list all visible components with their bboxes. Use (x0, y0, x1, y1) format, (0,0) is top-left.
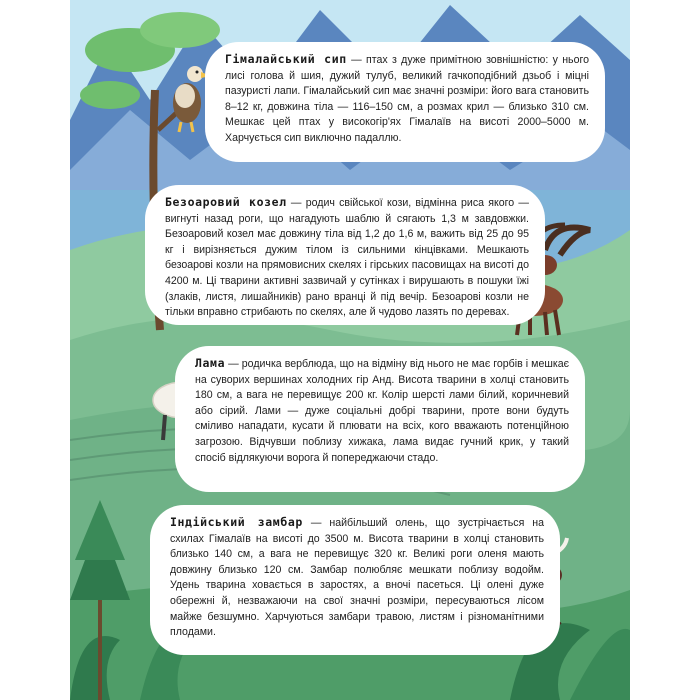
card-bezoar-ibex (145, 185, 545, 325)
animal-name: Лама (195, 356, 226, 370)
card-himalayan-vulture (205, 42, 605, 162)
animal-name: Безоаровий козел (165, 195, 287, 209)
animal-name: Індійський замбар (170, 515, 303, 529)
book-page (70, 0, 630, 700)
animal-name: Гімалайський сип (225, 52, 347, 66)
animal-description: — родичка верблюда, що на відміну від нього не має горбів і мешкає на суворих вершинах холодних гір Анд. Висота тварини в холці становить 180 см, а вага не перевищує 200 кг. Колір шерсті лами білий, коричневий або сірий. Лами — дуже соціальні добрі тварини, проте вони будуть сміливо нападати, кусати й плювати на всіх, кого вважають потенційною загрозою. Відчувши поблизу хижака, лама видає гучний крик, у такий спосіб відлякуючи ворога й попереджаючи стадо. (195, 358, 569, 464)
card-llama (175, 346, 585, 492)
animal-description: — птах з дуже примітною зовнішністю: у нього лисі голова й шия, дужий тулуб, великий гачкоподібний дзьоб і міцні пазуристі лапи. Гімалайський сип має значні розміри: його вага становить 8–12 кг, довжина тіла — 116–150 см, а розмах крил — близько 310 см. Мешкає цей птах у високогір'ях Гімалаїв на висоті 2000–5000 м. Харчується сип виключно падаллю. (225, 54, 589, 144)
animal-description: — найбільший олень, що зустрічається на схилах Гімалаїв на висоті до 3500 м. Висота тварини в холці становить близько 140 см, а вага не перевищує 320 кг. Великі роги оленя мають довжину близько 120 см. Замбар полюбляє мешкати поблизу водойм. Удень тварина ховається в заростях, а вночі пасеться. Ці олені дуже обережні й, незважаючи на свої значні розміри, пересуваються лісом майже безшумно. Харчуються замбари травою, листям і різноманітними плодами. (170, 517, 544, 639)
animal-description: — родич свійської кози, відмінна риса якого — вигнуті назад роги, що нагадують шаблю й сягають 1,3 м завдовжки. Безоаровий козел має довжину тіла від 1,2 до 1,6 м, важить від 25 до 95 кг і вирізняється дужим тілом із сильними кінцівками. Мешкають безоарові козли на прямовисних скелях і гірських пасовищах на висоті до 4200 м. Ці тварини активні зазвичай у сутінках і вирушають в пошуки їжі (злаків, листя, лишайників) рано вранці й під вечір. Безоарові козли не тільки вправно стрибають по скелях, але й чудово лазять по деревах. (165, 197, 529, 319)
card-indian-sambar (150, 505, 560, 655)
